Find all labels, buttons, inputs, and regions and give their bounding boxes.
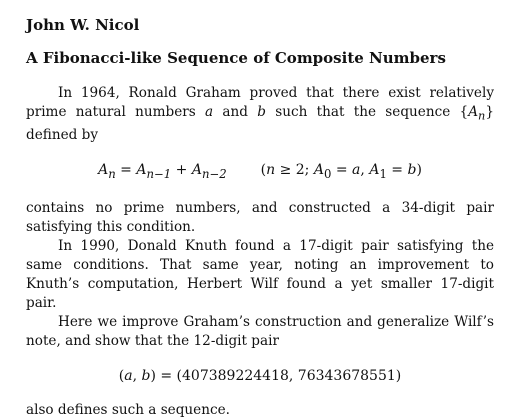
paper-title: A Fibonacci-like Sequence of Composite Numbers — [26, 49, 446, 67]
paragraph-knuth: In 1990, Donald Knuth found a 17-digit pair satisfying the same conditions. That same year, noting an improvement to Knuth’s computation, Herbert Wilf found a yet smaller 17-digit pair. — [26, 237, 494, 311]
recurrence-equation — [26, 160, 494, 184]
paragraph-improvement: Here we improve Graham’s construction and generalize Wilf’s note, and show that the 12-digit pair — [26, 313, 494, 349]
paragraph-intro-continued: contains no prime numbers, and constructed a 34-digit pair satisfying this condition. — [26, 199, 494, 235]
paragraph-intro: In 1964, Ronald Graham proved that there exist relatively prime natural numbers a and b such that the sequence $\{A_n\}$ defined by — [26, 85, 494, 143]
equation-recurrence: $A_n = A_{n-1} + A_{n-2}$ — [98, 161, 227, 181]
author-name: John W. Nicol — [26, 16, 140, 34]
paragraph-conclusion: also defines such a sequence. — [26, 401, 230, 418]
equation-condition: (n ≥ 2; $A_0 = a$, $A_1 = b$) — [260, 161, 422, 181]
pair-equation: (a, b) = (407389224418, 76343678551) — [118, 367, 402, 384]
paper-page — [26, 15, 494, 420]
